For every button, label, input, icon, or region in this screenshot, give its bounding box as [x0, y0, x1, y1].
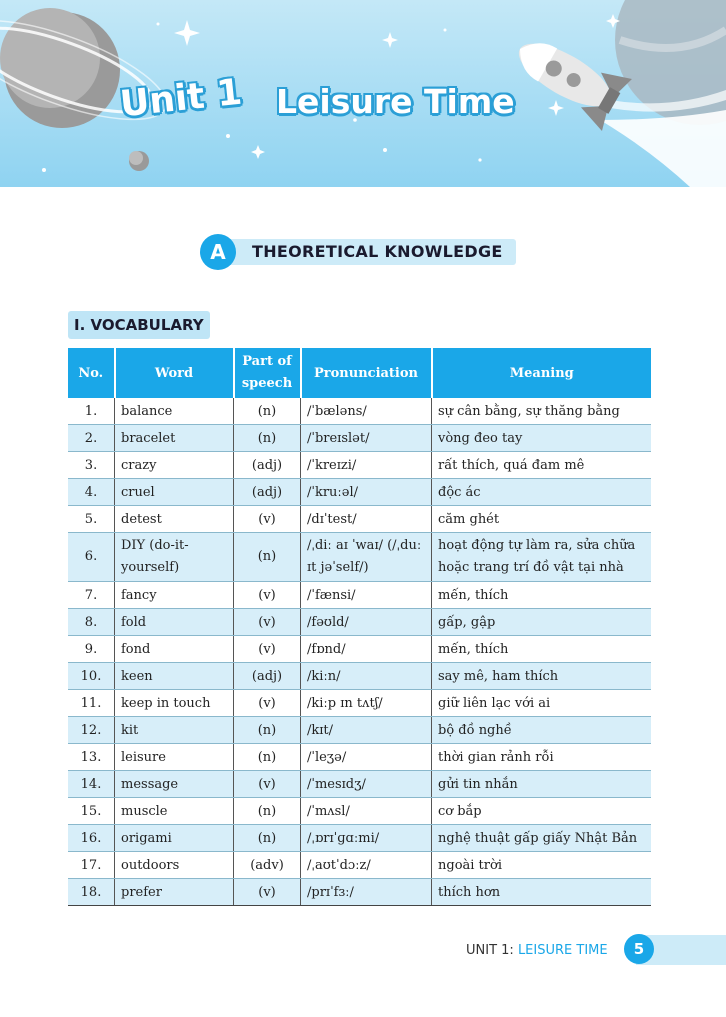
table-row — [68, 879, 651, 906]
column-header-pronunciation: Pronunciation — [301, 348, 432, 398]
cell-word: fancy — [115, 582, 234, 609]
cell-meaning: hoạt động tự làm ra, sửa chữa hoặc trang trí đồ vật tại nhà — [432, 533, 652, 582]
cell-word: kit — [115, 717, 234, 744]
table-row — [68, 717, 651, 744]
cell-word: DIY (do-it-yourself) — [115, 533, 234, 582]
cell-part-of-speech: (n) — [234, 798, 301, 825]
rocket-icon — [505, 23, 632, 131]
cell-word: balance — [115, 398, 234, 425]
cell-part-of-speech: (n) — [234, 533, 301, 582]
table-row — [68, 582, 651, 609]
cell-number: 10. — [68, 663, 115, 690]
cell-word: keen — [115, 663, 234, 690]
cell-number: 16. — [68, 825, 115, 852]
cell-meaning: say mê, ham thích — [432, 663, 652, 690]
table-row — [68, 663, 651, 690]
cell-meaning: bộ đồ nghề — [432, 717, 652, 744]
table-row — [68, 852, 651, 879]
cell-pronunciation: /prɪˈfɜː/ — [301, 879, 432, 906]
vocabulary-table — [68, 348, 651, 906]
cell-part-of-speech: (v) — [234, 879, 301, 906]
cell-number: 9. — [68, 636, 115, 663]
cell-pronunciation: /kiːn/ — [301, 663, 432, 690]
cell-part-of-speech: (adv) — [234, 852, 301, 879]
table-row — [68, 690, 651, 717]
cell-word: fold — [115, 609, 234, 636]
section-heading — [200, 236, 516, 268]
section-letter-badge: A — [200, 234, 236, 270]
cell-word: detest — [115, 506, 234, 533]
cell-number: 11. — [68, 690, 115, 717]
cell-number: 13. — [68, 744, 115, 771]
cell-meaning: gấp, gập — [432, 609, 652, 636]
table-row — [68, 798, 651, 825]
cell-part-of-speech: (adj) — [234, 663, 301, 690]
cell-pronunciation: /ˈleʒə/ — [301, 744, 432, 771]
cell-meaning: ngoài trời — [432, 852, 652, 879]
cell-number: 7. — [68, 582, 115, 609]
cell-meaning: cơ bắp — [432, 798, 652, 825]
footer-unit-name: LEISURE TIME — [517, 943, 608, 958]
cell-part-of-speech: (adj) — [234, 479, 301, 506]
footer-unit-title — [466, 943, 608, 958]
cell-part-of-speech: (v) — [234, 636, 301, 663]
cell-number: 15. — [68, 798, 115, 825]
cell-meaning: giữ liên lạc với ai — [432, 690, 652, 717]
table-row — [68, 452, 651, 479]
cell-part-of-speech: (n) — [234, 425, 301, 452]
table-header-row — [68, 348, 651, 398]
cell-number: 2. — [68, 425, 115, 452]
cell-part-of-speech: (v) — [234, 690, 301, 717]
cell-meaning: gửi tin nhắn — [432, 771, 652, 798]
table-row — [68, 506, 651, 533]
cell-word: message — [115, 771, 234, 798]
column-header-meaning: Meaning — [432, 348, 652, 398]
cell-part-of-speech: (v) — [234, 771, 301, 798]
table-row — [68, 825, 651, 852]
cell-number: 12. — [68, 717, 115, 744]
cell-part-of-speech: (n) — [234, 398, 301, 425]
cell-word: outdoors — [115, 852, 234, 879]
cell-pronunciation: /fɒnd/ — [301, 636, 432, 663]
vocabulary-table-body — [68, 398, 651, 906]
cell-part-of-speech: (v) — [234, 582, 301, 609]
cell-pronunciation: /ˌaʊtˈdɔːz/ — [301, 852, 432, 879]
cell-word: origami — [115, 825, 234, 852]
section-title: THEORETICAL KNOWLEDGE — [252, 242, 503, 261]
cell-pronunciation: /ˈmʌsl/ — [301, 798, 432, 825]
cell-part-of-speech: (adj) — [234, 452, 301, 479]
table-row — [68, 425, 651, 452]
cell-part-of-speech: (v) — [234, 506, 301, 533]
vocabulary-heading: I. VOCABULARY — [68, 311, 210, 339]
cell-word: prefer — [115, 879, 234, 906]
cell-meaning: độc ác — [432, 479, 652, 506]
cell-pronunciation: /kɪt/ — [301, 717, 432, 744]
cell-pronunciation: /ˈbreɪslət/ — [301, 425, 432, 452]
cell-part-of-speech: (v) — [234, 609, 301, 636]
table-row — [68, 636, 651, 663]
cell-part-of-speech: (n) — [234, 717, 301, 744]
cell-part-of-speech: (n) — [234, 825, 301, 852]
page-number: 5 — [624, 934, 654, 964]
unit-title: Leisure Time — [276, 82, 515, 121]
cell-pronunciation: /ˈmesɪdʒ/ — [301, 771, 432, 798]
cell-word: leisure — [115, 744, 234, 771]
cell-meaning: sự cân bằng, sự thăng bằng — [432, 398, 652, 425]
cell-meaning: nghệ thuật gấp giấy Nhật Bản — [432, 825, 652, 852]
cell-pronunciation: /ˌɒrɪˈɡɑːmi/ — [301, 825, 432, 852]
cell-word: bracelet — [115, 425, 234, 452]
column-header-part-of-speech: Part of speech — [234, 348, 301, 398]
unit-banner — [0, 0, 726, 187]
cell-pronunciation: /ˈkreɪzi/ — [301, 452, 432, 479]
cell-pronunciation: /dɪˈtest/ — [301, 506, 432, 533]
table-row — [68, 771, 651, 798]
cell-number: 5. — [68, 506, 115, 533]
cell-number: 8. — [68, 609, 115, 636]
cell-pronunciation: /ˈfænsi/ — [301, 582, 432, 609]
cell-word: muscle — [115, 798, 234, 825]
cell-pronunciation: /kiːp ɪn tʌtʃ/ — [301, 690, 432, 717]
cell-meaning: căm ghét — [432, 506, 652, 533]
table-row — [68, 479, 651, 506]
cell-word: fond — [115, 636, 234, 663]
cell-word: crazy — [115, 452, 234, 479]
column-header-no: No. — [68, 348, 115, 398]
column-header-word: Word — [115, 348, 234, 398]
cell-number: 6. — [68, 533, 115, 582]
cell-pronunciation: /ˈbæləns/ — [301, 398, 432, 425]
table-row — [68, 609, 651, 636]
cell-number: 17. — [68, 852, 115, 879]
table-row — [68, 398, 651, 425]
cell-pronunciation: /ˌdiː aɪ ˈwaɪ/ (/ˌduː ɪt jəˈself/) — [301, 533, 432, 582]
cell-number: 14. — [68, 771, 115, 798]
table-row — [68, 533, 651, 582]
cell-number: 1. — [68, 398, 115, 425]
cell-pronunciation: /ˈkruːəl/ — [301, 479, 432, 506]
cell-meaning: mến, thích — [432, 582, 652, 609]
cell-word: keep in touch — [115, 690, 234, 717]
cell-word: cruel — [115, 479, 234, 506]
cell-meaning: rất thích, quá đam mê — [432, 452, 652, 479]
cell-part-of-speech: (n) — [234, 744, 301, 771]
cell-meaning: thời gian rảnh rỗi — [432, 744, 652, 771]
table-row — [68, 744, 651, 771]
cell-pronunciation: /fəʊld/ — [301, 609, 432, 636]
cell-number: 3. — [68, 452, 115, 479]
cell-meaning: thích hơn — [432, 879, 652, 906]
cell-number: 18. — [68, 879, 115, 906]
unit-label: Unit 1 — [118, 71, 244, 126]
footer-unit-prefix: UNIT 1: — [466, 943, 518, 958]
cell-meaning: vòng đeo tay — [432, 425, 652, 452]
cell-meaning: mến, thích — [432, 636, 652, 663]
cell-number: 4. — [68, 479, 115, 506]
